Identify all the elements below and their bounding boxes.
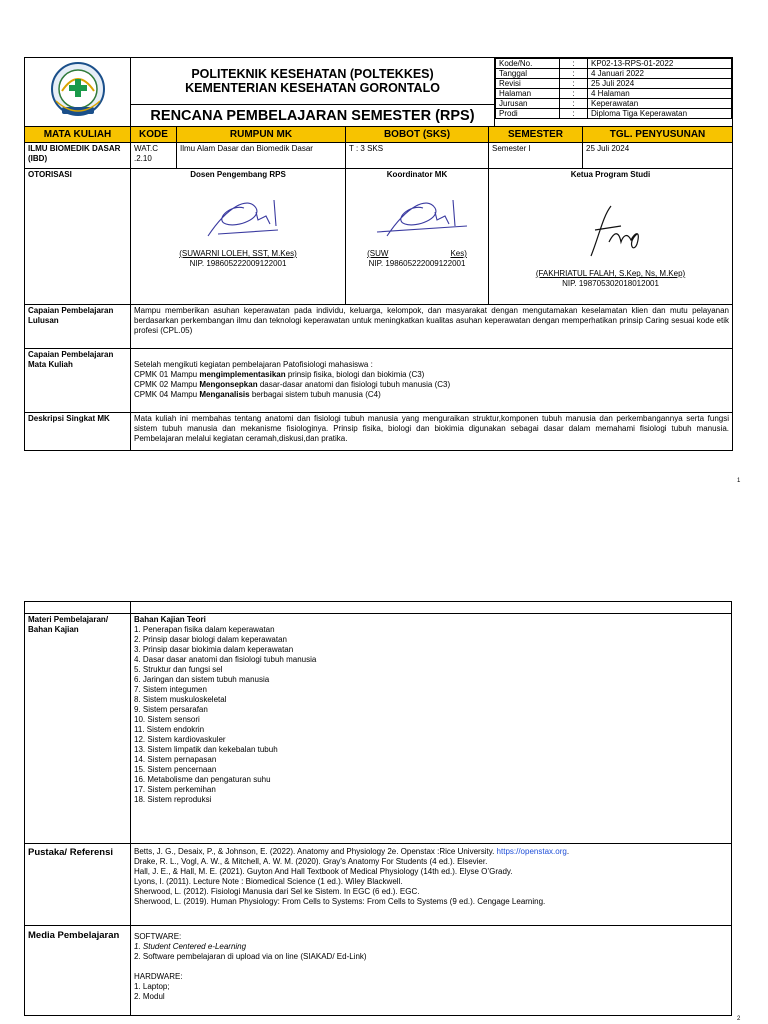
hardware-item-2: 2. Modul	[134, 992, 165, 1001]
list-item: 10. Sistem sensori	[134, 715, 200, 724]
list-item: 11. Sistem endokrin	[134, 725, 205, 734]
cpmk-intro: Setelah mengikuti kegiatan pembelajaran Patofisiologi mahasiswa :	[134, 360, 373, 369]
list-item: 15. Sistem pencernaan	[134, 765, 217, 774]
software-item-1-text: 1. Student Centered e-Learning	[134, 942, 247, 951]
meta-sep: :	[560, 109, 588, 119]
cpmk-verb: Menganalisis	[199, 390, 250, 399]
hardware-title: HARDWARE:	[134, 972, 183, 981]
cpmk-item	[134, 380, 729, 390]
col-semester: SEMESTER	[489, 127, 583, 143]
meta-sep: :	[560, 99, 588, 109]
reference-first-end: .	[566, 847, 570, 856]
list-item: 18. Sistem reproduksi	[134, 795, 212, 804]
signature-dosen	[178, 186, 298, 246]
cpmk-verb: Mengonsepkan	[199, 380, 258, 389]
course-tgl: 25 Juli 2024	[583, 143, 733, 169]
signature-kaprodi	[551, 196, 671, 266]
page-2	[24, 601, 732, 1016]
meta-value: 4 Halaman	[588, 89, 732, 99]
header-table	[24, 57, 733, 127]
dosen-nip: NIP. 198605222009122001	[189, 259, 287, 268]
hardware-item-1: 1. Laptop;	[134, 982, 170, 991]
materials-table	[24, 601, 732, 1016]
cpmk-post: prinsip fisika, biologi dan biokimia (C3)	[285, 370, 425, 379]
col-mata-kuliah: MATA KULIAH	[25, 127, 131, 143]
kaprodi-name: (FAKHRIATUL FALAH, S.Kep, Ns, M.Kep)	[535, 269, 686, 278]
doc-title: RENCANA PEMBELAJARAN SEMESTER (RPS)	[131, 105, 495, 127]
cpmk-item	[134, 390, 729, 400]
blank-cell-left	[25, 602, 131, 614]
software-title: SOFTWARE:	[134, 932, 182, 941]
meta-row	[496, 79, 732, 89]
reference-item: Lyons, I. (2011). Lecture Note : Biomedical Science (1 ed.). Wiley Blackwell.	[134, 877, 403, 886]
list-item: 9. Sistem persarafan	[134, 705, 208, 714]
list-item: 16. Metabolisme dan pengaturan suhu	[134, 775, 271, 784]
meta-sep: :	[560, 79, 588, 89]
doc-meta-table	[495, 58, 732, 119]
institution-line2: KEMENTERIAN KESEHATAN GORONTALO	[185, 81, 440, 96]
meta-label: Revisi	[496, 79, 560, 89]
page-number-2: 2	[737, 1016, 741, 1022]
koordinator-name-start: (SUW	[367, 249, 389, 258]
meta-value: 25 Juli 2024	[588, 79, 732, 89]
meta-sep: :	[560, 59, 588, 69]
course-kode: WAT.C .2.10	[131, 143, 177, 169]
pustaka-label: Pustaka/ Referensi	[25, 844, 131, 926]
cpmk-cell	[131, 349, 733, 413]
reference-item: Drake, R. L., Vogl, A. W., & Mitchell, A. W. M. (2020). Gray’s Anatomy For Students (4 ed.). Elsevier.	[134, 857, 488, 866]
reference-item: Sherwood, L. (2012). Fisiologi Manusia dari Sel ke Sistem. In EGC (6 ed.). EGC.	[134, 887, 420, 896]
meta-label: Jurusan	[496, 99, 560, 109]
blank-cell-right	[131, 602, 732, 614]
meta-row	[496, 89, 732, 99]
list-item: 12. Sistem kardiovaskuler	[134, 735, 226, 744]
media-label: Media Pembelajaran	[25, 926, 131, 1016]
institution-logo	[48, 61, 108, 121]
col-bobot: BOBOT (SKS)	[346, 127, 489, 143]
list-item: 3. Prinsip dasar biokimia dalam keperawatan	[134, 645, 294, 654]
meta-sep: :	[560, 89, 588, 99]
meta-value: Keperawatan	[588, 99, 732, 109]
materi-list	[134, 625, 728, 805]
kaprodi-title: Ketua Program Studi	[570, 170, 651, 179]
reference-first: Betts, J. G., Desaix, P., & Johnson, E. (2022). Anatomy and Physiology 2e. Openstax :Rice University.	[134, 847, 497, 856]
course-table	[24, 126, 733, 451]
list-item: 13. Sistem limpatik dan kekebalan tubuh	[134, 745, 278, 754]
cpmk-pre: CPMK 01 Mampu	[134, 370, 200, 379]
course-semester: Semester I	[489, 143, 583, 169]
list-item: 6. Jaringan dan sistem tubuh manusia	[134, 675, 270, 684]
software-item-2: 2. Software pembelajaran di upload via on line (SIAKAD/ Ed-Link)	[134, 952, 367, 961]
page-number-1: 1	[737, 478, 741, 484]
reference-item: Hall, J. E., & Hall, M. E. (2021). Guyton And Hall Textbook of Medical Physiology (14th ed.). Elyse O’Grady.	[134, 867, 513, 876]
cpmk-label: Capaian Pembelajaran Mata Kuliah	[25, 349, 131, 413]
col-rumpun: RUMPUN MK	[177, 127, 346, 143]
list-item: 8. Sistem muskuloskeletal	[134, 695, 227, 704]
materi-label: Materi Pembelajaran/ Bahan Kajian	[25, 614, 131, 844]
materi-heading: Bahan Kajian Teori	[134, 615, 206, 624]
cpmk-item	[134, 370, 729, 380]
reference-item: Sherwood, L. (2019). Human Physiology: From Cells to Systems: From Cells to Systems (9 ed.). Cengage Learning.	[134, 897, 546, 906]
dosen-title: Dosen Pengembang RPS	[190, 170, 286, 179]
meta-label: Prodi	[496, 109, 560, 119]
signature-koordinator	[357, 186, 477, 246]
meta-label: Tanggal	[496, 69, 560, 79]
col-kode: KODE	[131, 127, 177, 143]
institution-cell	[131, 58, 495, 105]
otorisasi-label: OTORISASI	[25, 169, 131, 305]
meta-row	[496, 109, 732, 119]
logo-cell	[25, 58, 131, 127]
meta-value: 4 Januari 2022	[588, 69, 732, 79]
meta-row	[496, 99, 732, 109]
institution-line1: POLITEKNIK KESEHATAN (POLTEKKES)	[191, 67, 434, 82]
meta-label: Halaman	[496, 89, 560, 99]
page-1	[24, 57, 732, 451]
koordinator-nip: NIP. 198605222009122001	[368, 259, 466, 268]
meta-value: KP02-13-RPS-01-2022	[588, 59, 732, 69]
reference-item	[134, 847, 728, 857]
koordinator-name-end: Kes)	[450, 249, 467, 258]
pustaka-cell	[131, 844, 732, 926]
meta-label: Kode/No.	[496, 59, 560, 69]
course-name: ILMU BIOMEDIK DASAR (IBD)	[25, 143, 131, 169]
software-item-1	[134, 942, 728, 952]
koordinator-title: Koordinator MK	[386, 170, 448, 179]
meta-sep: :	[560, 69, 588, 79]
col-tgl: TGL. PENYUSUNAN	[583, 127, 733, 143]
cpmk-verb: mengimplementasikan	[199, 370, 286, 379]
sign-koordinator	[346, 169, 489, 305]
cpmk-list	[134, 370, 729, 400]
list-item: 17. Sistem perkemihan	[134, 785, 216, 794]
sign-dosen	[131, 169, 346, 305]
meta-row	[496, 69, 732, 79]
cpl-text: Mampu memberikan asuhan keperawatan pada individu, keluarga, kelompok, dan masyarakat dengan mengutamakan keselamatan klien dan mutu pelayanan berdasarkan perkembangan ilmu dan teknologi keperawatan untuk meningkatkan kualitas asuhan keperawatan dengan memperhatikan prinsip Caring sesuai kode etik profesi (CPL.05)	[131, 305, 733, 349]
materi-cell	[131, 614, 732, 844]
list-item: 5. Struktur dan fungsi sel	[134, 665, 223, 674]
doc-meta-cell	[495, 58, 733, 127]
list-item: 2. Prinsip dasar biologi dalam keperawatan	[134, 635, 287, 644]
cpl-label: Capaian Pembelajaran Lulusan	[25, 305, 131, 349]
reference-list	[134, 857, 728, 907]
openstax-link[interactable]: https://openstax.org	[496, 847, 567, 856]
media-cell	[131, 926, 732, 1016]
kaprodi-nip: NIP. 198705302018012001	[562, 279, 659, 288]
deskripsi-text: Mata kuliah ini membahas tentang anatomi dan fisiologi tubuh manusia yang menguraikan struktur,komponen tubuh manusia dan perkembangannya serta fungsi sistem tubuh manusia dan mekanisme fisiologinya. Prinsip fisika, biologi dan biokimia digunakan sebagai dasar dalam memahami fisiologi tubuh manusia. Pembelajaran melalui kegiatan ceramah,diskusi,dan pratika.	[131, 413, 733, 451]
meta-value: Diploma Tiga Keperawatan	[588, 109, 732, 119]
koordinator-name	[349, 249, 485, 259]
cpmk-pre: CPMK 02 Mampu	[134, 380, 200, 389]
sign-kaprodi	[489, 169, 733, 305]
cpmk-post: berbagai sistem tubuh manusia (C4)	[249, 390, 381, 399]
deskripsi-label: Deskripsi Singkat MK	[25, 413, 131, 451]
list-item: 14. Sistem pernapasan	[134, 755, 217, 764]
meta-row	[496, 59, 732, 69]
cpmk-pre: CPMK 04 Mampu	[134, 390, 200, 399]
dosen-name: (SUWARNI LOLEH, SST, M.Kes)	[179, 249, 297, 258]
list-item: 4. Dasar dasar anatomi dan fisiologi tubuh manusia	[134, 655, 317, 664]
list-item: 7. Sistem integumen	[134, 685, 207, 694]
course-bobot: T : 3 SKS	[346, 143, 489, 169]
cpmk-post: dasar-dasar anatomi dan fisiologi tubuh manusia (C3)	[257, 380, 451, 389]
course-rumpun: Ilmu Alam Dasar dan Biomedik Dasar	[177, 143, 346, 169]
list-item: 1. Penerapan fisika dalam keperawatan	[134, 625, 275, 634]
